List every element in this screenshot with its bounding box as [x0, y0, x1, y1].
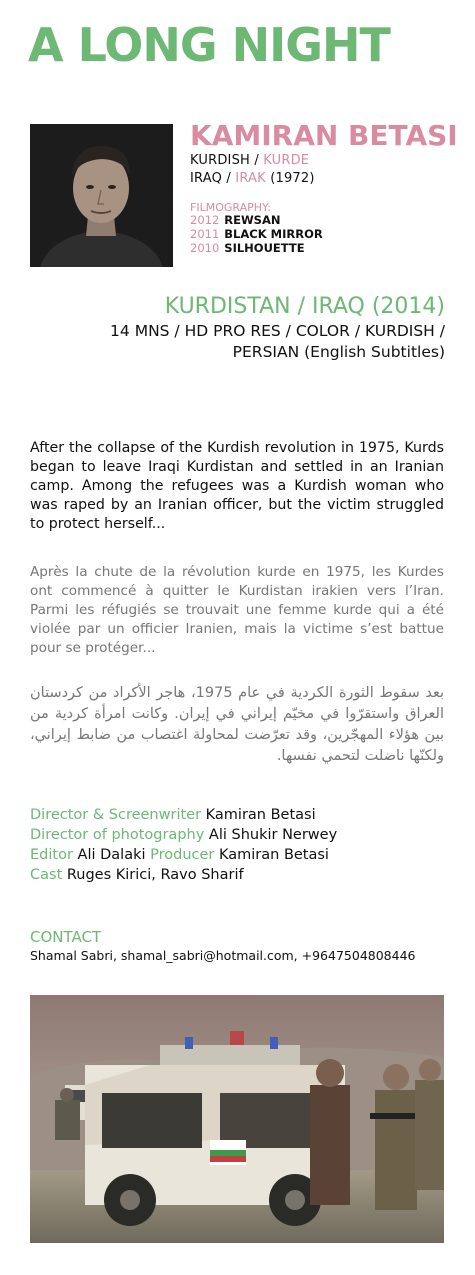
nationality-fr: KURDE	[263, 153, 310, 168]
credit-label: Producer	[150, 847, 215, 863]
credit-value: Kamiran Betasi	[219, 847, 329, 863]
contact-label: CONTACT	[30, 928, 102, 946]
credit-label: Director & Screenwriter	[30, 807, 202, 823]
credit-value: Ali Shukir Nerwey	[208, 827, 338, 843]
film-title: A LONG NIGHT	[28, 18, 390, 72]
technical-specs-line-2: PERSIAN (English Subtitles)	[232, 343, 445, 361]
credit-value: Ali Dalaki	[77, 847, 146, 863]
nationality-en: KURDISH	[190, 153, 250, 168]
filmography-item	[190, 213, 280, 227]
filmography-year: 2011	[190, 227, 220, 241]
technical-specs-line-1: 14 MNS / HD PRO RES / COLOR / KURDISH /	[110, 322, 445, 340]
film-still	[30, 995, 444, 1243]
synopsis-english: After the collapse of the Kurdish revolution in 1975, Kurds began to leave Iraqi Kurdistan and settled in an Iranian camp. Among the refugees was a Kurdish woman who was raped by an Iranian officer, but the victim struggled to protect herself...	[30, 440, 444, 532]
director-nationality: KURDISH / KURDE	[190, 153, 310, 168]
synopsis-french: Après la chute de la révolution kurde en 1975, les Kurdes ont commencé à quitter le Kurdistan irakien vers l’Iran. Parmi les réfugiés se trouvait une femme kurde qui a été violée par un officier Iranien, mais la victime s’est battue pour se protéger...	[30, 564, 444, 656]
filmography-year: 2012	[190, 213, 220, 227]
credit-dop	[30, 825, 337, 845]
filmography-item	[190, 241, 305, 255]
credit-value: Kamiran Betasi	[205, 807, 316, 823]
filmography-label: FILMOGRAPHY:	[190, 201, 271, 214]
credit-label: Director of photography	[30, 827, 205, 843]
credit-director	[30, 805, 337, 825]
contact-details: Shamal Sabri, shamal_sabri@hotmail.com, +9647504808446	[30, 948, 416, 963]
filmography-title: SILHOUETTE	[224, 241, 305, 255]
credit-label: Cast	[30, 867, 63, 883]
filmography-title: BLACK MIRROR	[224, 227, 323, 241]
production-country: KURDISTAN / IRAQ (2014)	[164, 294, 445, 319]
birth-year: (1972)	[270, 171, 315, 186]
country-fr: IRAK	[235, 171, 266, 186]
country-en: IRAQ	[190, 171, 223, 186]
credit-label: Editor	[30, 847, 73, 863]
credits-block	[30, 805, 337, 885]
director-name: KAMIRAN BETASI	[190, 119, 458, 152]
director-origin: IRAQ / IRAK (1972)	[190, 171, 315, 186]
credit-value: Ruges Kirici, Ravo Sharif	[66, 867, 244, 883]
credit-editor-producer	[30, 845, 337, 865]
filmography-year: 2010	[190, 241, 220, 255]
director-portrait	[30, 124, 173, 267]
synopsis-arabic: بعد سقوط الثورة الكردية في عام 1975، هاجر الأكراد من كردستان العراق واستقرّوا في مخيّم إيراني في إيران. وكانت امرأة كردية من بين هؤلاء المهجّرين، وقد تعرّضت لمحاولة اغتصاب من ضابط إيراني، ولكنّها ناضلت لتحمي نفسها.	[30, 685, 444, 764]
credit-cast	[30, 865, 337, 885]
filmography-title: REWSAN	[224, 213, 281, 227]
filmography-item	[190, 227, 323, 241]
